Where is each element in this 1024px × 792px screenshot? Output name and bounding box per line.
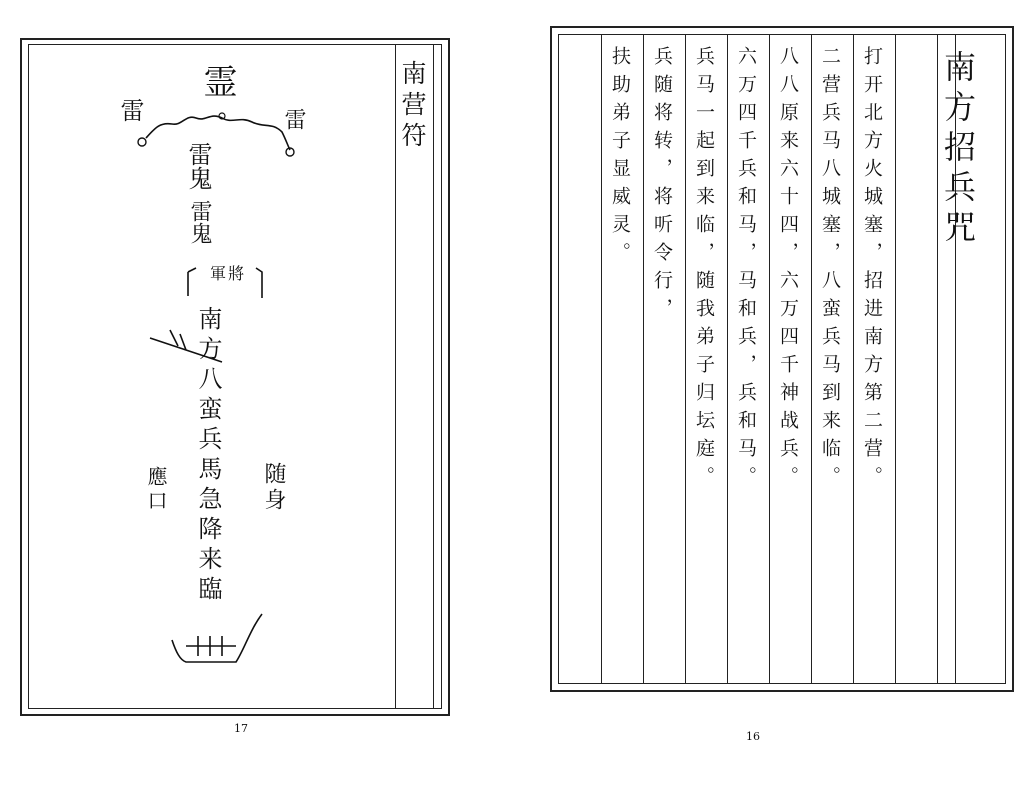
talisman-right-glyph: 雷 [281, 108, 306, 130]
column-divider-9 [937, 35, 938, 683]
talisman-cloud-line [146, 116, 290, 150]
verse-line-6: 兵随将转，将听令行， [651, 46, 673, 326]
verse-line-4: 六万四千兵和马，马和兵，兵和马。 [735, 46, 757, 494]
column-divider-2 [643, 35, 644, 683]
talisman-left-glyph: 雷 [116, 98, 144, 122]
column-divider-7 [853, 35, 854, 683]
talisman-left-dot [138, 138, 146, 146]
right-page-title: 南方招兵咒 [939, 50, 977, 250]
talisman-top-glyph: 霊 [197, 64, 237, 98]
column-divider-4 [727, 35, 728, 683]
verse-line-5: 兵马一起到来临，随我弟子归坛庭。 [693, 46, 715, 494]
talisman-bowl-marks [186, 636, 236, 656]
talisman-row1: 雷鬼 [184, 142, 212, 190]
verse-line-7: 扶助弟子显威灵。 [609, 46, 631, 270]
right-page [520, 0, 1024, 792]
verse-line-1: 打开北方火城塞，招进南方第二营。 [861, 46, 883, 494]
talisman-side-left: 應口 [144, 466, 168, 514]
column-divider-5 [769, 35, 770, 683]
column-divider-3 [685, 35, 686, 683]
talisman-row2: 雷鬼 [187, 200, 212, 244]
verse-line-3: 八八原来六十四，六万四千神战兵。 [777, 46, 799, 494]
column-divider-8 [895, 35, 896, 683]
talisman-bowl [172, 614, 262, 662]
talisman-seal-label: 軍將 [210, 264, 247, 283]
column-divider-1 [601, 35, 602, 683]
verse-line-2: 二营兵马八城塞，八蛮兵马到来临。 [819, 46, 841, 494]
left-page-number: 17 [234, 722, 248, 735]
column-divider-6 [811, 35, 812, 683]
left-page-title: 南营符 [398, 60, 427, 153]
right-page-number: 16 [746, 730, 760, 743]
talisman-side-right: 随身 [261, 462, 286, 514]
talisman-main-column: 南方八蛮兵馬急降来臨 [194, 306, 222, 606]
